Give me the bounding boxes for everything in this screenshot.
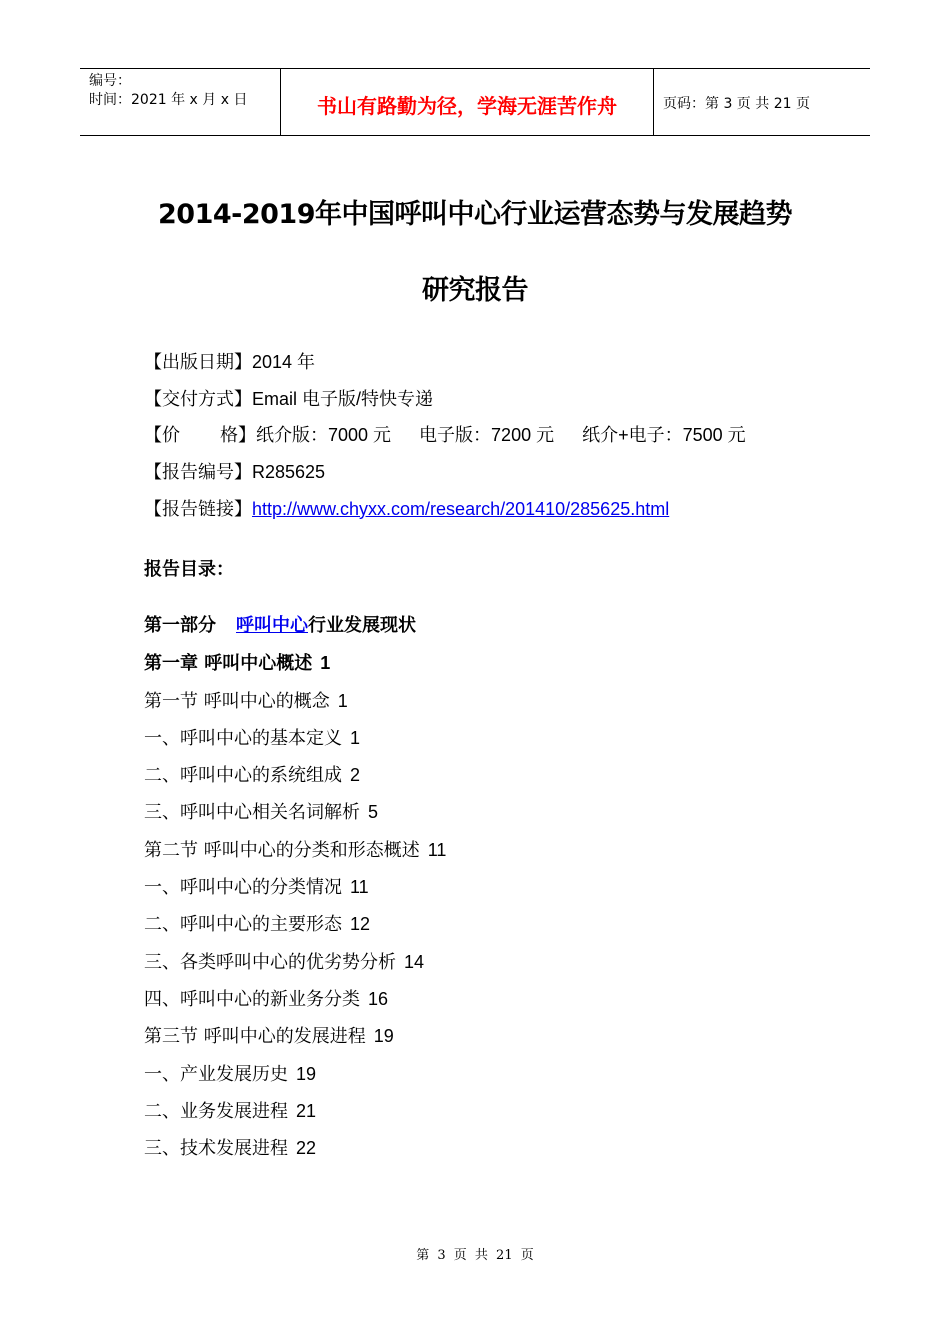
toc-item <box>144 1022 446 1059</box>
toc-item <box>144 948 446 985</box>
toc-item-text: 三、各类呼叫中心的优劣势分析 <box>144 951 396 973</box>
toc-item <box>144 985 446 1022</box>
toc-item-page: 22 <box>296 1138 317 1159</box>
toc-item <box>144 798 446 835</box>
toc-item-text: 三、技术发展进程 <box>144 1138 288 1160</box>
toc-item <box>144 1060 446 1097</box>
meta-price-both: 纸介+电子：7500 元 <box>582 425 746 446</box>
header-page-info: 页码：第 3 页 共 21 页 <box>663 96 810 112</box>
report-title-line-2: 研究报告 <box>422 275 528 306</box>
toc-item <box>144 1097 446 1134</box>
meta-code-value: R285625 <box>252 462 326 483</box>
toc-item-text: 一、产业发展历史 <box>144 1063 288 1085</box>
toc-heading: 报告目录： <box>144 559 234 580</box>
toc-item-text: 第三节 呼叫中心的发展进程 <box>144 1026 366 1048</box>
toc-item-page: 21 <box>296 1100 317 1121</box>
toc-item <box>144 836 446 873</box>
meta-delivery-value: Email 电子版/特快专递 <box>252 388 434 409</box>
toc-part-rest: 行业发展现状 <box>308 615 416 636</box>
meta-delivery <box>144 385 746 422</box>
toc-item-page: 11 <box>427 839 447 860</box>
meta-publish-label: 【出版日期】 <box>144 352 252 373</box>
page-header <box>80 68 870 136</box>
toc-item <box>144 761 446 798</box>
meta-price-label-close: 格】 <box>220 425 256 447</box>
table-of-contents <box>144 612 446 1171</box>
toc-item-text: 一、呼叫中心的基本定义 <box>144 727 342 749</box>
report-link[interactable]: http://www.chyxx.com/research/201410/285625.html <box>252 498 670 519</box>
toc-item-page: 11 <box>350 877 369 898</box>
meta-report-code <box>144 458 746 495</box>
toc-part-heading <box>144 612 446 649</box>
toc-item-page: 1 <box>350 727 361 748</box>
toc-item <box>144 687 446 724</box>
report-meta <box>144 348 746 531</box>
toc-item-page: 19 <box>296 1063 317 1084</box>
toc-item-page: 1 <box>320 653 331 674</box>
toc-item-text: 二、业务发展进程 <box>144 1100 288 1122</box>
meta-publish-date <box>144 348 746 385</box>
toc-item-text: 第一章 呼叫中心概述 <box>144 653 313 675</box>
toc-part-label: 第一部分 <box>144 615 216 636</box>
toc-item <box>144 1134 446 1171</box>
toc-item-page: 14 <box>404 951 425 972</box>
toc-item-text: 三、呼叫中心相关名词解析 <box>144 802 360 824</box>
page-footer: 第 3 页 共 21 页 <box>416 1248 534 1263</box>
report-title-line-1: 2014-2019年中国呼叫中心行业运营态势与发展趋势 <box>158 199 792 230</box>
meta-report-link <box>144 495 746 532</box>
toc-item <box>144 910 446 947</box>
meta-price-electronic: 电子版：7200 元 <box>419 425 555 446</box>
header-time-label: 时间：2021 年 x 月 x 日 <box>89 92 248 108</box>
header-code-label: 编号： <box>89 73 131 89</box>
meta-price <box>144 421 746 458</box>
toc-item-page: 19 <box>373 1026 394 1047</box>
toc-items <box>144 649 446 1171</box>
meta-delivery-label: 【交付方式】 <box>144 388 252 410</box>
toc-item-page: 2 <box>350 765 361 786</box>
toc-item-page: 16 <box>368 988 389 1009</box>
toc-item-text: 二、呼叫中心的系统组成 <box>144 765 342 787</box>
meta-link-label: 【报告链接】 <box>144 498 252 520</box>
header-meta-cell <box>80 69 281 135</box>
toc-part-link[interactable]: 呼叫中心 <box>236 615 308 636</box>
meta-price-paper: 纸介版：7000 元 <box>256 425 392 446</box>
toc-item <box>144 724 446 761</box>
toc-item-page: 12 <box>350 914 371 935</box>
toc-item-text: 第二节 呼叫中心的分类和形态概述 <box>144 839 420 861</box>
toc-item-text: 四、呼叫中心的新业务分类 <box>144 988 360 1010</box>
header-motto: 书山有路勤为径，学海无涯苦作舟 <box>281 69 654 135</box>
meta-code-label: 【报告编号】 <box>144 462 252 484</box>
meta-publish-value: 2014 年 <box>252 352 316 372</box>
meta-price-label-open: 【价 <box>144 425 180 447</box>
toc-item-text: 二、呼叫中心的主要形态 <box>144 914 342 936</box>
toc-item <box>144 873 446 910</box>
toc-item-page: 1 <box>337 690 348 711</box>
toc-item <box>144 649 446 686</box>
toc-item-page: 5 <box>368 802 379 823</box>
toc-item-text: 一、呼叫中心的分类情况 <box>144 877 342 899</box>
toc-item-text: 第一节 呼叫中心的概念 <box>144 690 330 712</box>
